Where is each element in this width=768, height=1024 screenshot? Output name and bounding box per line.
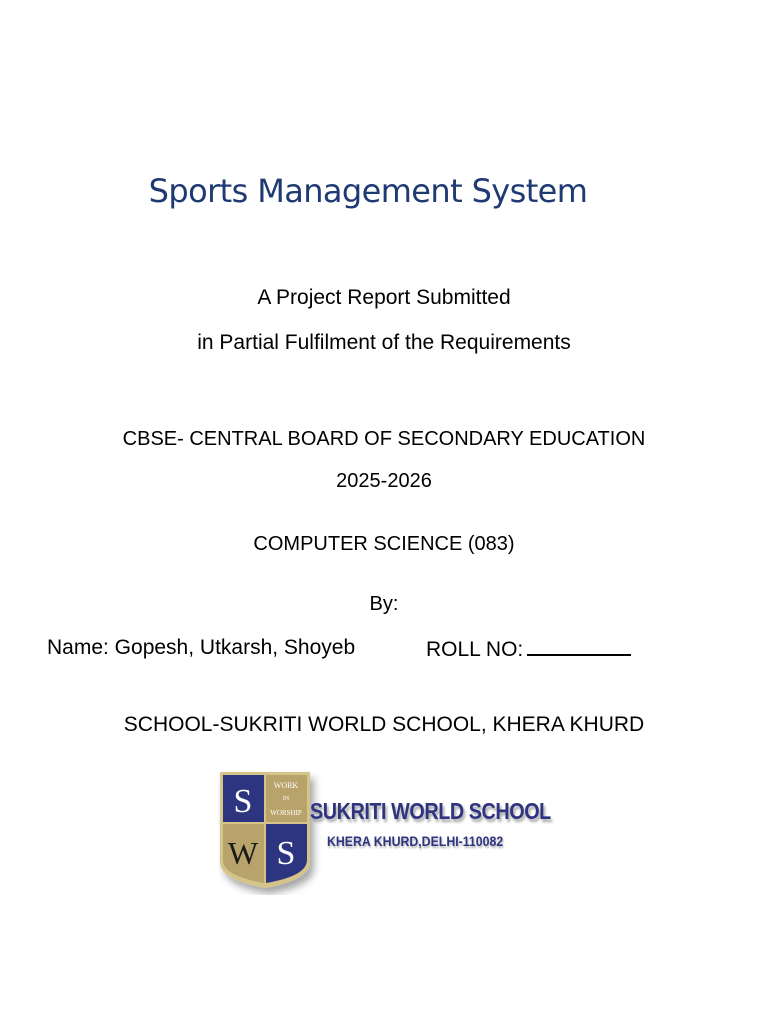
logo-letter-w: W [227, 835, 259, 871]
logo-letter-s-top: S [233, 783, 253, 820]
session-year: 2025-2026 [336, 470, 432, 492]
board-name: CBSE- CENTRAL BOARD OF SECONDARY EDUCATION [122, 428, 646, 450]
logo-school-address: KHERA KHURD,DELHI-110082 [327, 833, 504, 849]
student-names: Name: Gopesh, Utkarsh, Shoyeb [47, 636, 356, 659]
document-title: Sports Management System [148, 172, 588, 210]
roll-label: ROLL NO: [426, 638, 524, 661]
logo-motto-1: WORK [273, 781, 299, 790]
subject-name: COMPUTER SCIENCE (083) [253, 533, 515, 555]
logo-letter-s-bottom: S [276, 835, 296, 872]
subtitle-line-1: A Project Report Submitted [257, 286, 511, 309]
subtitle-line-2: in Partial Fulfilment of the Requirements [197, 331, 571, 354]
roll-blank-line [527, 636, 631, 656]
logo-school-name: SUKRITI WORLD SCHOOL [310, 798, 551, 824]
school-name: SCHOOL-SUKRITI WORLD SCHOOL, KHERA KHURD [123, 713, 645, 736]
logo-motto-2: IN [282, 796, 290, 802]
roll-number [426, 636, 631, 662]
by-label: By: [369, 593, 399, 615]
logo-motto-3: WORSHIP [270, 809, 302, 817]
